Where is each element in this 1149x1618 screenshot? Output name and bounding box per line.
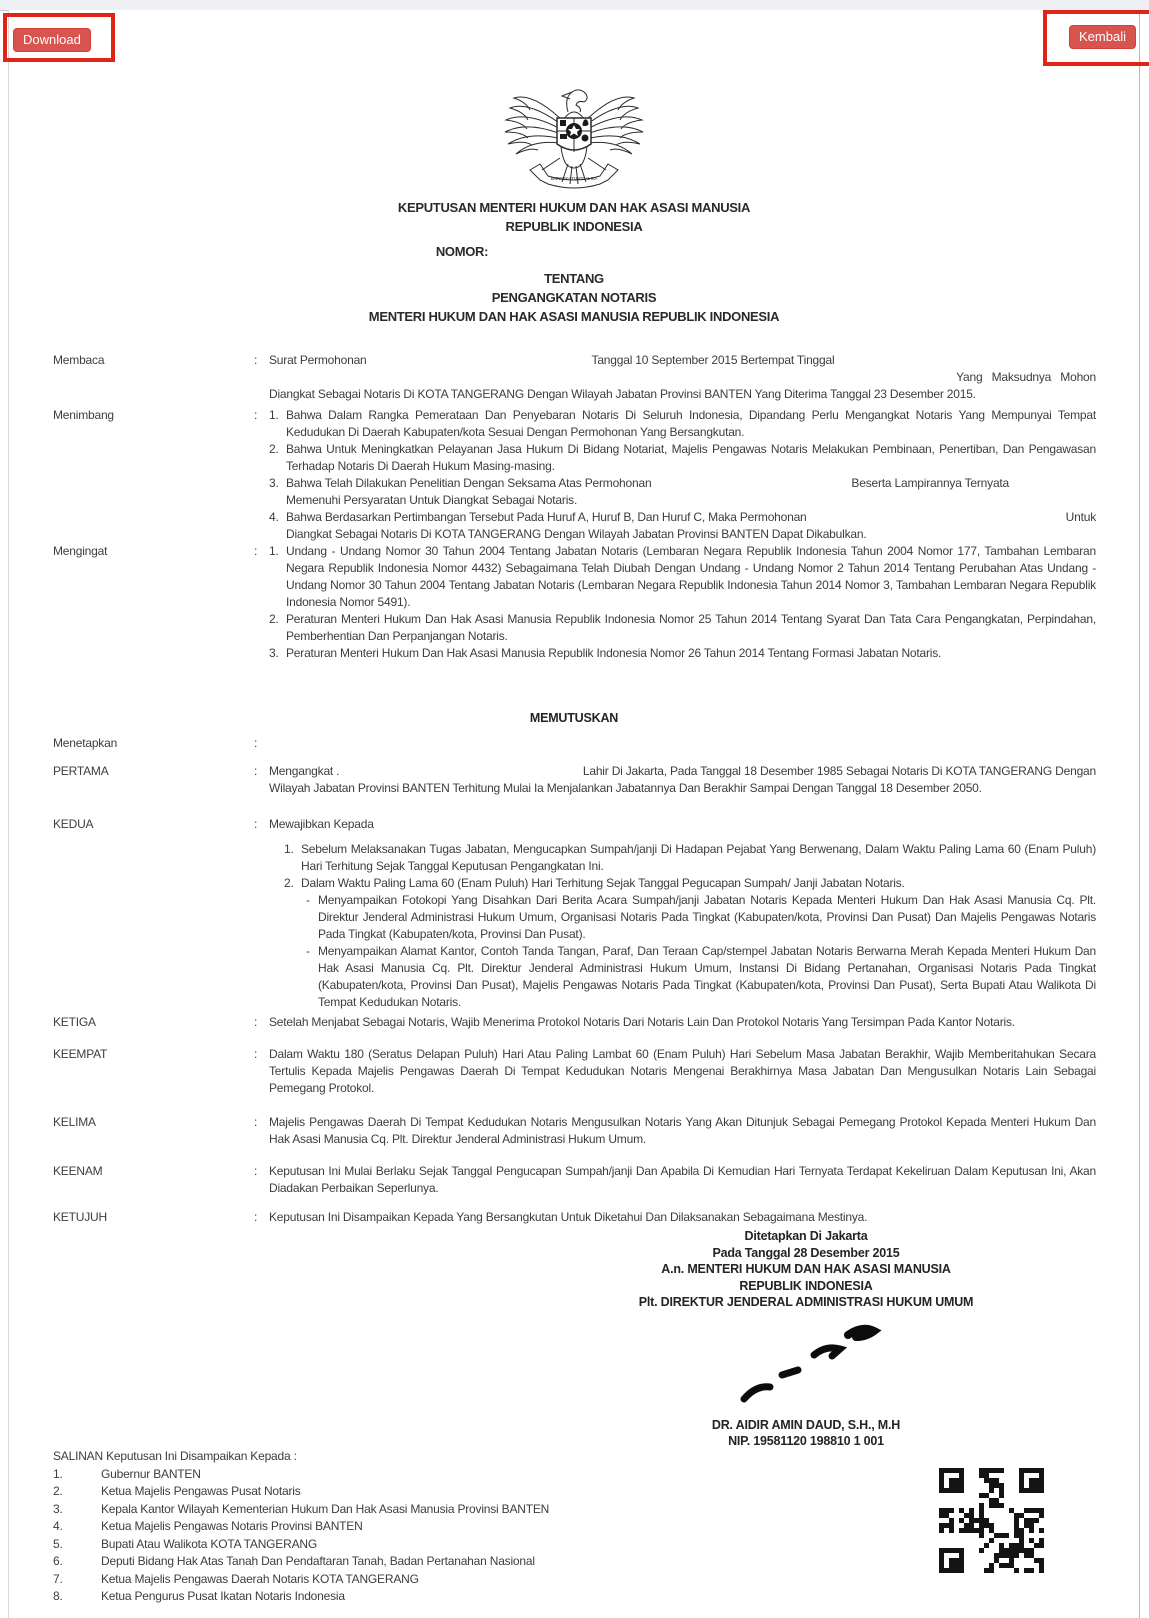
row-label: Menimbang [53, 408, 114, 422]
row-ketiga [9, 1014, 1139, 1031]
row-body [269, 407, 1096, 543]
row-colon: : [254, 1164, 258, 1178]
row-mengingat [9, 543, 1139, 662]
footer [9, 1448, 1139, 1606]
row-label: PERTAMA [53, 764, 109, 778]
row-body [269, 352, 1096, 403]
redaction-gap [339, 763, 583, 780]
redaction-gap [367, 352, 592, 369]
redaction-gap [651, 475, 851, 492]
row-body: Majelis Pengawas Daerah Di Tempat Kedudukan Notaris Mengusulkan Notaris Yang Akan Ditunjuk Sebagai Pemegang Protokol Kepada Menteri Hukum Dan Hak Asasi Manusia Cq. Plt. Direktur Jenderal Administrasi Hukum Umum. [269, 1115, 1096, 1146]
row-label: KEDUA [53, 817, 94, 831]
document-panel [8, 10, 1140, 1618]
row-colon: : [254, 544, 258, 558]
signer-name: DR. AIDIR AMIN DAUD, S.H., M.H [711, 1417, 901, 1432]
row-menetapkan [9, 735, 1139, 752]
list-item: 2. Dalam Waktu Paling Lama 60 (Enam Puluh) Hari Terhitung Sejak Tanggal Pegucapan Sumpah/ Janji Jabatan Notaris. [284, 876, 905, 890]
qr-code [939, 1468, 1044, 1573]
row-colon: : [254, 1015, 258, 1029]
list-item: 4. Ketua Majelis Pengawas Notaris Provinsi BANTEN [53, 1519, 363, 1533]
list-item: 1. Sebelum Melaksanakan Tugas Jabatan, Mengucapkan Sumpah/janji Di Hadapan Pejabat Yang Berwenang, Dalam Waktu Paling Lama 60 (Enam Puluh) Hari Terhitung Sejak Tanggal Keputusan Pengangkatan Ini. [284, 842, 1096, 873]
row-kelima [9, 1114, 1139, 1148]
list-item: - Menyampaikan Fotokopi Yang Disahkan Dari Berita Acara Sumpah/janji Jabatan Notaris Kepada Menteri Hukum Dan Hak Asasi Manusia Cq. Plt. Direktur Jenderal Administrasi Hukum Umum, Organisasi Notaris Pada Tingkat (Kabupaten/kota, Provinsi Dan Pusat) Dan Majelis Pengawas Notaris Pada Tingkat (Kabupaten/kota, Provinsi Dan Pusat). [306, 893, 1096, 941]
row-colon: : [254, 408, 258, 422]
list-item: 3. Peraturan Menteri Hukum Dan Hak Asasi Manusia Republik Indonesia Nomor 26 Tahun 2014 Tentang Formasi Jabatan Notaris. [269, 646, 942, 660]
list-item: 2. Bahwa Untuk Meningkatkan Pelayanan Jasa Hukum Di Bidang Notariat, Majelis Pengawas Notaris Melakukan Pembinaan, Penertiban, Dan Pengawasan Terhadap Notaris Di Daerah Hukum Masing-masing. [269, 442, 1096, 473]
list-item: 1. Gubernur BANTEN [53, 1466, 201, 1481]
memutuskan-heading: MEMUTUSKAN [529, 711, 619, 725]
membaca-line2: Yang Maksudnya Mohon [956, 370, 1096, 384]
list-item: 7. Ketua Majelis Pengawas Daerah Notaris KOTA TANGERANG [53, 1571, 419, 1586]
closing-ri: REPUBLIK INDONESIA [739, 1278, 873, 1293]
garuda-pancasila-emblem [496, 72, 652, 192]
download-button[interactable]: Download [13, 28, 91, 52]
membaca-line1-left: Surat Permohonan [269, 353, 367, 367]
row-ketujuh [9, 1209, 1139, 1226]
doc-subject: PENGANGKATAN NOTARIS [491, 290, 657, 305]
row-body: Mengangkat . Lahir Di Jakarta, Pada Tanggal 18 Desember 1985 Sebagai Notaris Di KOTA TANGERANG Dengan Wilayah Jabatan Provinsi BANTEN Terhitung Mulai Ia Menjalankan Jabatannya Dan Berakhir Sampai Dengan Tanggal 18 Desember 2050. [269, 764, 1096, 795]
row-label: Mengingat [53, 544, 108, 558]
row-colon: : [254, 1115, 258, 1129]
list-item: 6. Deputi Bidang Hak Atas Tanah Dan Pendaftaran Tanah, Badan Pertanahan Nasional [53, 1554, 535, 1568]
doc-tentang: TENTANG [544, 271, 604, 286]
doc-authority: MENTERI HUKUM DAN HAK ASASI MANUSIA REPUBLIK INDONESIA [368, 309, 780, 324]
row-pertama [9, 763, 1139, 797]
closing-date: Pada Tanggal 28 Desember 2015 [712, 1245, 900, 1260]
membaca-line3: Diangkat Sebagai Notaris Di KOTA TANGERANG Dengan Wilayah Jabatan Provinsi BANTEN Yang Diterima Tanggal 23 Desember 2015. [269, 387, 976, 401]
row-label: KETIGA [53, 1015, 96, 1029]
row-kedua [9, 816, 1139, 1011]
row-label: KELIMA [53, 1115, 96, 1129]
list-item: 1. Bahwa Dalam Rangka Pemerataan Dan Penyebaran Notaris Di Seluruh Indonesia, Dipandang Perlu Mengangkat Notaris Yang Mempunyai Tempat Kedudukan Di Daerah Kabupaten/kota Sesuai Dengan Permohonan Yang Bersangkutan. [269, 408, 1096, 439]
row-colon: : [254, 736, 258, 750]
list-item: 4. Bahwa Berdasarkan Pertimbangan Tersebut Pada Huruf A, Huruf B, Dan Huruf C, Maka Permohonan Untuk Diangkat Sebagai Notaris Di KOTA TANGERANG Dengan Wilayah Jabatan Provinsi BANTEN Dapat Dikabulkan. [269, 510, 1096, 541]
row-keenam [9, 1163, 1139, 1197]
row-body: Dalam Waktu 180 (Seratus Delapan Puluh) Hari Atau Paling Lambat 60 (Enam Puluh) Hari Sebelum Masa Jabatan Berakhir, Wajib Memberitahukan Secara Tertulis Kepada Majelis Pengawas Daerah Di Tempat Kedudukan Notaris Mengenai Berakhirnya Masa Jabatan Dan Mengusulkan Notaris Lain Sebagai Pemegang Protokol. [269, 1047, 1096, 1095]
closing-an: A.n. MENTERI HUKUM DAN HAK ASASI MANUSIA [661, 1262, 951, 1276]
closing-block [556, 1228, 1056, 1450]
row-menimbang [9, 407, 1139, 543]
row-body: Keputusan Ini Mulai Berlaku Sejak Tanggal Pengucapan Sumpah/janji Dan Apabila Di Kemudian Hari Ternyata Terdapat Kekeliruan Dalam Keputusan Ini, Akan Diadakan Perbaikan Seperlunya. [269, 1164, 1096, 1195]
list-item: 3. Kepala Kantor Wilayah Kementerian Hukum Dan Hak Asasi Manusia Provinsi BANTEN [53, 1501, 550, 1516]
kedua-intro: Mewajibkan Kepada [269, 817, 374, 831]
row-body: Setelah Menjabat Sebagai Notaris, Wajib Menerima Protokol Notaris Dari Notaris Lain Dan Protokol Notaris Yang Tersimpan Pada Kantor Notaris. [269, 1015, 1015, 1029]
row-label: KEEMPAT [53, 1047, 108, 1061]
list-item: 5. Bupati Atau Walikota KOTA TANGERANG [53, 1536, 317, 1551]
row-colon: : [254, 764, 258, 778]
membaca-line1-right: Tanggal 10 September 2015 Bertempat Tinggal [591, 353, 835, 367]
signature-mark [726, 1321, 886, 1413]
doc-nomor-line: NOMOR: [435, 244, 489, 259]
row-label: Menetapkan [53, 736, 118, 750]
redaction-gap [807, 509, 1066, 526]
row-keempat [9, 1046, 1139, 1097]
row-colon: : [254, 353, 258, 367]
salinan-heading: SALINAN Keputusan Ini Disampaikan Kepada : [53, 1449, 297, 1463]
closing-plt: Plt. DIREKTUR JENDERAL ADMINISTRASI HUKUM UMUM [638, 1295, 974, 1309]
row-membaca [9, 352, 1139, 403]
doc-title-line1: KEPUTUSAN MENTERI HUKUM DAN HAK ASASI MANUSIA [397, 200, 751, 215]
signer-nip: NIP. 19581120 198810 1 001 [728, 1434, 884, 1448]
list-item: 3. Bahwa Telah Dilakukan Penelitian Dengan Seksama Atas Permohonan Beserta Lampirannya Ternyata Memenuhi Persyaratan Untuk Diangkat Sebagai Notaris. [269, 476, 1010, 507]
row-colon: : [254, 1210, 258, 1224]
list-item: 2. Ketua Majelis Pengawas Pusat Notaris [53, 1484, 301, 1498]
list-item: 8. Ketua Pengurus Pusat Ikatan Notaris Indonesia [53, 1589, 345, 1603]
row-body: Keputusan Ini Disampaikan Kepada Yang Bersangkutan Untuk Diketahui Dan Dilaksanakan Sebagaimana Mestinya. [269, 1210, 868, 1224]
row-label: KEENAM [53, 1164, 103, 1178]
list-item: - Menyampaikan Alamat Kantor, Contoh Tanda Tangan, Paraf, Dan Teraan Cap/stempel Jabatan Notaris Berwarna Merah Kepada Menteri Hukum Dan Hak Asasi Manusia Cq. Plt. Direktur Jenderal Administrasi Hukum Umum, Instansi Di Bidang Pertanahan, Organisasi Notaris Pada Tingkat (Kabupaten/kota, Provinsi Dan Pusat), Majelis Pengawas Notaris Pada Tingkat (Kabupaten/kota, Provinsi Dan Pusat), Serta Bupati Atau Walikota Di Tempat Kedudukan Notaris. [306, 944, 1096, 1009]
row-body [269, 543, 1096, 662]
closing-place: Ditetapkan Di Jakarta [744, 1229, 868, 1243]
doc-title-line2: REPUBLIK INDONESIA [505, 219, 643, 234]
row-colon: : [254, 817, 258, 831]
row-colon: : [254, 1047, 258, 1061]
row-label: Membaca [53, 353, 105, 367]
row-body [269, 816, 1096, 1011]
emblem-motto: BHINNEKA TUNGGAL IKA [550, 176, 598, 181]
row-label: KETUJUH [53, 1210, 107, 1224]
list-item: 2. Peraturan Menteri Hukum Dan Hak Asasi Manusia Republik Indonesia Nomor 25 Tahun 2014 Tentang Syarat Dan Tata Cara Pengangkatan, Perpindahan, Pemberhentian Dan Perpanjangan Notaris. [269, 612, 1096, 643]
kembali-button[interactable]: Kembali [1069, 25, 1136, 49]
list-item: 1. Undang - Undang Nomor 30 Tahun 2004 Tentang Jabatan Notaris (Lembaran Negara Republik Indonesia Tahun 2004 Nomor 177, Tambahan Lembaran Negara Republik Indonesia Nomor 4432) Sebagaimana Telah Diubah Dengan Undang - Undang Nomor 2 Tahun 2014 Tentang Perubahan Atas Undang - Undang Nomor 30 Tahun 2004 Tentang Jabatan Notaris (Lembaran Negara Republik Indonesia Tahun 2014 Nomor 3, Tambahan Lembaran Negara Republik Indonesia Nomor 5491). [269, 544, 1096, 609]
